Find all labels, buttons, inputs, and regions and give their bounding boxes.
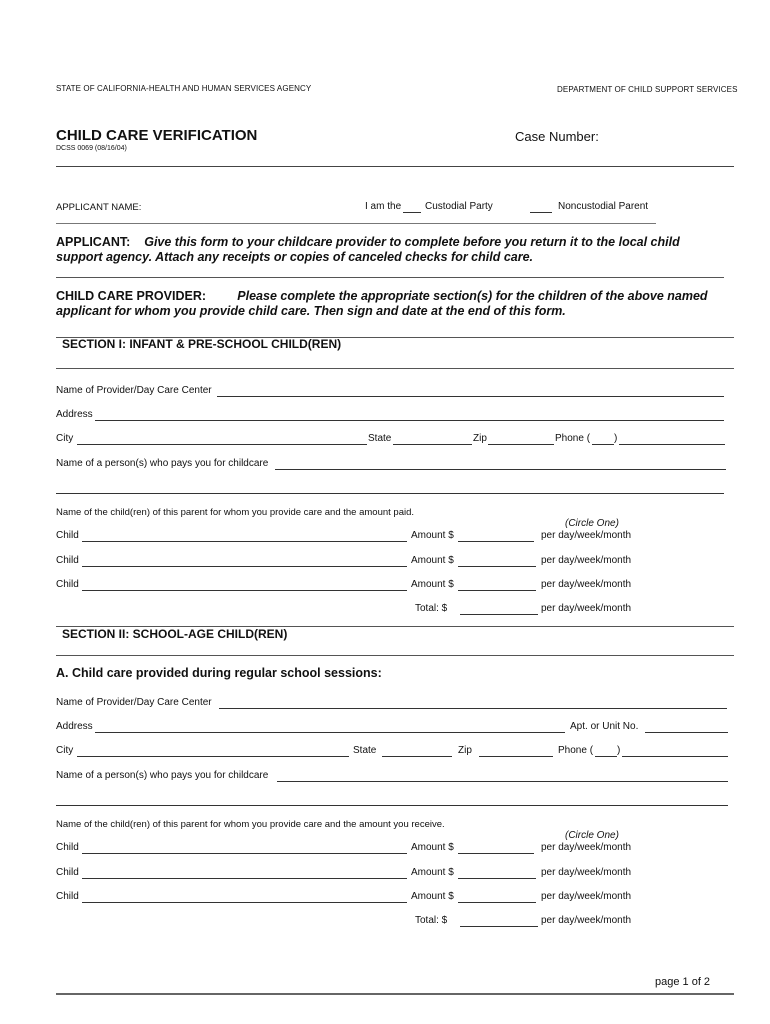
s1-total-label: Total: $ — [415, 603, 448, 614]
s1-provider-field[interactable] — [217, 396, 724, 397]
s2-amount1-label: Amount $ — [411, 842, 454, 853]
case-number-label: Case Number: — [515, 129, 599, 144]
s1-state-field[interactable] — [393, 444, 472, 445]
s1-amount2-field[interactable] — [458, 566, 536, 567]
divider — [56, 368, 734, 369]
s2-zip-field[interactable] — [479, 756, 553, 757]
s2-child1-field[interactable] — [82, 853, 407, 854]
s1-child2-field[interactable] — [82, 566, 407, 567]
s2-amount3-field[interactable] — [458, 902, 536, 903]
s2-state-field[interactable] — [382, 756, 452, 757]
s1-amount1-label: Amount $ — [411, 530, 454, 541]
s2-city-label: City — [56, 745, 74, 756]
s1-provider-label: Name of Provider/Day Care Center — [56, 385, 212, 396]
s1-period3[interactable]: per day/week/month — [541, 579, 632, 590]
s2-apt-label: Apt. or Unit No. — [570, 721, 639, 732]
s1-area-code-field[interactable] — [592, 444, 614, 445]
s1-phone-close: ) — [614, 433, 618, 444]
section2-title: SECTION II: SCHOOL-AGE CHILD(REN) — [62, 627, 288, 641]
s2-payer-field[interactable] — [277, 781, 728, 782]
s2-period1[interactable]: per day/week/month — [541, 842, 632, 853]
s1-payer-field[interactable] — [275, 469, 726, 470]
applicant-line1: Give this form to your childcare provider to complete before you return it to the local child — [144, 235, 680, 249]
s2-circle-one: (Circle One) — [565, 830, 619, 841]
s2-phone-close: ) — [617, 745, 621, 756]
s1-city-field[interactable] — [77, 444, 367, 445]
s2-child3-label: Child — [56, 891, 79, 902]
section1-title: SECTION I: INFANT & PRE-SCHOOL CHILD(REN) — [62, 337, 342, 351]
s2-total-field[interactable] — [460, 926, 538, 927]
i-am-the-label: I am the — [365, 201, 402, 212]
s2-children-intro: Name of the child(ren) of this parent for whom you provide care and the amount you receive. — [56, 819, 445, 830]
s2-amount3-label: Amount $ — [411, 891, 454, 902]
s1-payer-label: Name of a person(s) who pays you for childcare — [56, 458, 269, 469]
s2-total-label: Total: $ — [415, 915, 448, 926]
s2-payer-field-2[interactable] — [56, 805, 728, 806]
s1-phone-field[interactable] — [619, 444, 725, 445]
s2-payer-label: Name of a person(s) who pays you for childcare — [56, 770, 269, 781]
provider-line1: Please complete the appropriate section(s) for the children of the above named — [237, 289, 708, 303]
s2-address-label: Address — [56, 721, 93, 732]
s1-children-intro: Name of the child(ren) of this parent for whom you provide care and the amount paid. — [56, 507, 415, 518]
s1-address-field[interactable] — [95, 420, 724, 421]
s2-child3-field[interactable] — [82, 902, 407, 903]
s2-amount1-field[interactable] — [458, 853, 534, 854]
agency-name: STATE OF CALIFORNIA-HEALTH AND HUMAN SERVICES AGENCY — [56, 84, 312, 93]
custodial-checkbox-blank[interactable] — [403, 212, 421, 213]
s2-provider-label: Name of Provider/Day Care Center — [56, 697, 212, 708]
s2-provider-field[interactable] — [219, 708, 727, 709]
custodial-party-label: Custodial Party — [425, 201, 493, 212]
s1-amount3-label: Amount $ — [411, 579, 454, 590]
s2-child1-label: Child — [56, 842, 79, 853]
applicant-instructions — [56, 235, 680, 265]
s2-phone-label: Phone ( — [558, 745, 594, 756]
divider — [56, 655, 734, 656]
s2-apt-field[interactable] — [645, 732, 728, 733]
s1-city-label: City — [56, 433, 74, 444]
s2-period2[interactable]: per day/week/month — [541, 867, 632, 878]
s1-total-field[interactable] — [460, 614, 538, 615]
noncustodial-checkbox-blank[interactable] — [530, 212, 552, 213]
noncustodial-parent-label: Noncustodial Parent — [558, 201, 649, 212]
s1-address-label: Address — [56, 409, 93, 420]
s1-zip-field[interactable] — [488, 444, 554, 445]
s1-child3-field[interactable] — [82, 590, 407, 591]
page-number: page 1 of 2 — [655, 976, 711, 988]
form-id: DCSS 0069 (08/16/04) — [56, 145, 127, 152]
footer-divider — [56, 993, 734, 995]
s2-total-period[interactable]: per day/week/month — [541, 915, 632, 926]
s2-state-label: State — [353, 745, 377, 756]
s1-zip-label: Zip — [473, 433, 487, 444]
s1-period1[interactable]: per day/week/month — [541, 530, 632, 541]
s1-child1-field[interactable] — [82, 541, 407, 542]
s1-payer-field-2[interactable] — [56, 493, 724, 494]
provider-lead: CHILD CARE PROVIDER: — [56, 289, 207, 303]
s2-period3[interactable]: per day/week/month — [541, 891, 632, 902]
s2-amount2-field[interactable] — [458, 878, 536, 879]
divider — [56, 277, 724, 278]
s1-amount2-label: Amount $ — [411, 555, 454, 566]
s1-state-label: State — [368, 433, 392, 444]
s2-phone-field[interactable] — [622, 756, 728, 757]
s1-amount1-field[interactable] — [458, 541, 534, 542]
s1-period2[interactable]: per day/week/month — [541, 555, 632, 566]
applicant-line2: support agency. Attach any receipts or copies of canceled checks for child care. — [56, 250, 534, 264]
s1-total-period[interactable]: per day/week/month — [541, 603, 632, 614]
s2-amount2-label: Amount $ — [411, 867, 454, 878]
applicant-name-field[interactable] — [56, 223, 656, 224]
s1-amount3-field[interactable] — [458, 590, 536, 591]
s2-child2-field[interactable] — [82, 878, 407, 879]
s2-child2-label: Child — [56, 867, 79, 878]
s1-child3-label: Child — [56, 579, 79, 590]
s2-area-code-field[interactable] — [595, 756, 617, 757]
s2-zip-label: Zip — [458, 745, 472, 756]
form-title: CHILD CARE VERIFICATION — [56, 127, 258, 144]
s1-circle-one: (Circle One) — [565, 518, 619, 529]
section2-subsection-a: A. Child care provided during regular school sessions: — [56, 666, 382, 680]
applicant-name-label: APPLICANT NAME: — [56, 202, 142, 213]
provider-instructions — [56, 289, 708, 319]
s2-city-field[interactable] — [77, 756, 349, 757]
divider — [56, 166, 734, 167]
department-name: DEPARTMENT OF CHILD SUPPORT SERVICES — [557, 85, 738, 94]
s2-address-field[interactable] — [95, 732, 565, 733]
s1-phone-label: Phone ( — [555, 433, 591, 444]
provider-line2: applicant for whom you provide child care. Then sign and date at the end of this form. — [56, 304, 566, 318]
s1-child2-label: Child — [56, 555, 79, 566]
applicant-lead: APPLICANT: — [56, 235, 131, 249]
s1-child1-label: Child — [56, 530, 79, 541]
